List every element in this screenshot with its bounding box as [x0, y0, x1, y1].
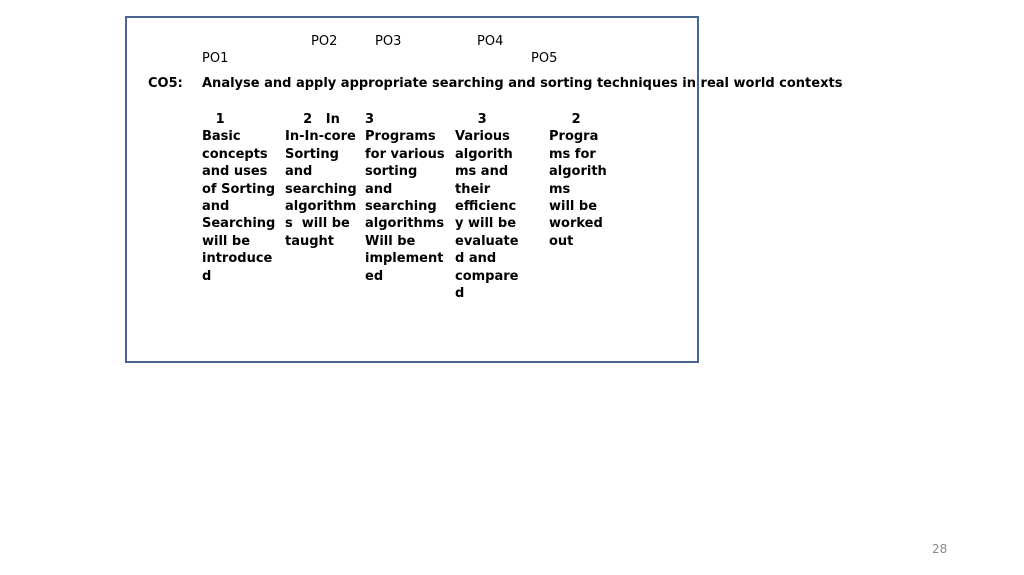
- column-line: and: [202, 199, 230, 215]
- column-line: algorith: [549, 164, 607, 180]
- column-line: taught: [285, 233, 335, 249]
- column-line: Basic: [202, 129, 241, 145]
- column-line: d: [202, 268, 212, 284]
- column-line: ms and: [455, 164, 509, 180]
- column-line: sorting: [365, 164, 418, 180]
- slide-number: 28: [932, 542, 948, 556]
- column-line: and: [365, 181, 393, 197]
- header-po2: PO2: [311, 34, 338, 49]
- column-line: d and: [455, 251, 497, 267]
- column-line: searching: [285, 181, 357, 197]
- column-line: Various: [455, 129, 510, 145]
- column-line: algorith: [455, 146, 513, 162]
- column-line: evaluate: [455, 233, 519, 249]
- column-line: In-In-core: [285, 129, 356, 145]
- header-po3: PO3: [375, 34, 402, 49]
- column-line: algorithms: [365, 216, 445, 232]
- column-line: 1: [202, 112, 225, 127]
- column-line: of Sorting: [202, 181, 276, 197]
- column-line: algorithm: [285, 199, 357, 215]
- header-po4: PO4: [477, 34, 504, 49]
- column-line: their: [455, 181, 491, 197]
- column-line: implement: [365, 251, 444, 267]
- column-line: d: [455, 286, 465, 302]
- column-line: and: [285, 164, 313, 180]
- column-line: and uses: [202, 164, 268, 180]
- column-line: worked: [549, 216, 603, 232]
- column-line: Programs: [365, 129, 436, 145]
- po4-mapping-column: [455, 111, 519, 302]
- column-line: efficienc: [455, 199, 517, 215]
- po3-mapping-column: [365, 111, 445, 285]
- column-line: will be: [202, 233, 251, 249]
- column-line: will be: [549, 199, 598, 215]
- po5-mapping-column: [549, 111, 607, 250]
- column-line: introduce: [202, 251, 273, 267]
- column-line: Searching: [202, 216, 276, 232]
- header-po1: PO1: [202, 51, 229, 66]
- column-line: 2 In: [285, 112, 340, 127]
- column-line: 3: [365, 112, 375, 127]
- column-line: y will be: [455, 216, 517, 232]
- column-line: s will be: [285, 216, 350, 232]
- column-line: 2: [549, 112, 581, 127]
- column-line: concepts: [202, 146, 268, 162]
- co-label: CO5:: [148, 76, 183, 91]
- column-line: ms for: [549, 146, 596, 162]
- column-line: ms: [549, 181, 571, 197]
- column-line: Sorting: [285, 146, 339, 162]
- column-line: searching: [365, 199, 437, 215]
- column-line: out: [549, 233, 574, 249]
- po1-mapping-column: [202, 111, 275, 285]
- po2-mapping-column: [285, 111, 357, 250]
- column-line: Progra: [549, 129, 599, 145]
- column-line: Will be: [365, 233, 416, 249]
- column-line: for various: [365, 146, 445, 162]
- column-line: ed: [365, 268, 384, 284]
- header-po5: PO5: [531, 51, 558, 66]
- column-line: 3: [455, 112, 487, 127]
- co-description: Analyse and apply appropriate searching and sorting techniques in real world contexts: [202, 76, 843, 91]
- column-line: compare: [455, 268, 519, 284]
